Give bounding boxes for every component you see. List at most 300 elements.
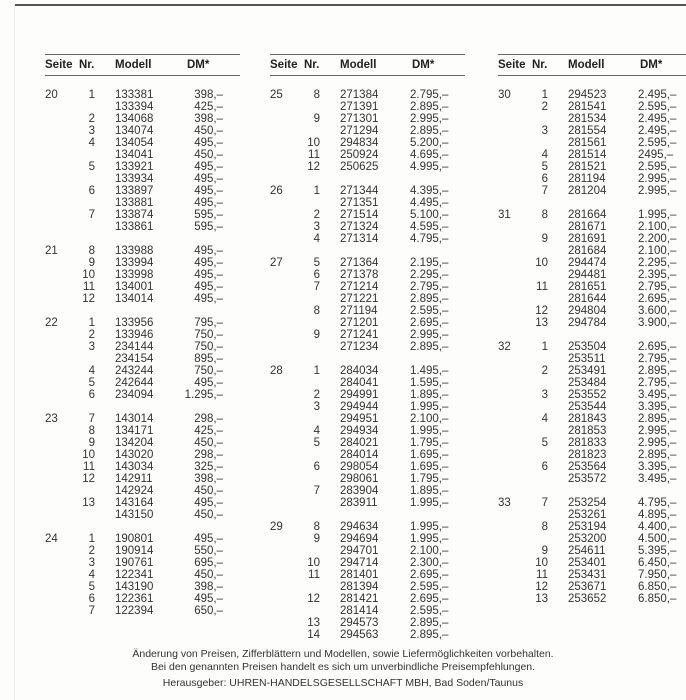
cell-nr: 12 — [82, 473, 95, 485]
cell-modell: 133881 — [115, 197, 154, 209]
table-row — [270, 113, 465, 125]
cell-nr: 6 — [88, 185, 95, 197]
cell-modell: 190914 — [115, 545, 154, 557]
cell-modell: 281833 — [568, 437, 607, 449]
cell-price: 425,– — [194, 101, 223, 113]
cell-nr: 6 — [88, 389, 95, 401]
cell-price: 2.595,– — [410, 305, 449, 317]
cell-seite: 25 — [270, 89, 283, 101]
cell-modell: 133861 — [115, 221, 154, 233]
cell-price: 495,– — [194, 197, 223, 209]
cell-modell: 253254 — [568, 497, 607, 509]
cell-price: 2495,– — [638, 149, 674, 161]
cell-modell: 134171 — [115, 425, 154, 437]
cell-seite: 21 — [45, 245, 58, 257]
cell-price: 495,– — [194, 137, 223, 149]
cell-price: 6.850,– — [638, 581, 677, 593]
table-row — [45, 461, 240, 473]
cell-seite: 24 — [45, 533, 58, 545]
cell-price: 4.395,– — [410, 185, 449, 197]
table-row — [270, 449, 465, 461]
cell-modell: 253431 — [568, 569, 607, 581]
cell-price: 1.995,– — [410, 425, 449, 437]
cell-price: 2.695,– — [638, 341, 677, 353]
cell-modell: 253552 — [568, 389, 607, 401]
cell-nr: 10 — [307, 137, 320, 149]
cell-seite: 31 — [498, 209, 511, 221]
cell-price: 2.895,– — [638, 365, 677, 377]
cell-price: 4.695,– — [410, 149, 449, 161]
table-row — [270, 341, 465, 353]
table-row — [45, 209, 240, 221]
cell-nr: 7 — [88, 605, 95, 617]
cell-modell: 294714 — [340, 557, 379, 569]
cell-nr: 4 — [88, 137, 95, 149]
table-row — [270, 317, 465, 329]
cell-price: 2.495,– — [638, 125, 677, 137]
cell-nr: 2 — [541, 365, 548, 377]
cell-price: 695,– — [194, 557, 223, 569]
cell-price: 495,– — [194, 245, 223, 257]
cell-price: 2.100,– — [410, 413, 449, 425]
cell-price: 2.395,– — [638, 269, 677, 281]
cell-price: 298,– — [194, 413, 223, 425]
table-row — [270, 413, 465, 425]
cell-price: 2.695,– — [638, 293, 677, 305]
cell-modell: 284041 — [340, 377, 379, 389]
cell-seite: 33 — [498, 497, 511, 509]
cell-price: 4.400,– — [638, 521, 677, 533]
cell-nr: 2 — [313, 389, 320, 401]
cell-modell: 281514 — [568, 149, 607, 161]
table-row — [270, 437, 465, 449]
table-row — [498, 101, 686, 113]
cell-price: 6.450,– — [638, 557, 677, 569]
cell-price: 2.200,– — [638, 233, 677, 245]
table-row — [270, 461, 465, 473]
cell-modell: 253652 — [568, 593, 607, 605]
table-row — [270, 269, 465, 281]
cell-modell: 271301 — [340, 113, 379, 125]
cell-modell: 190761 — [115, 557, 154, 569]
cell-modell: 143034 — [115, 461, 154, 473]
cell-nr: 8 — [88, 245, 95, 257]
cell-nr: 9 — [313, 533, 320, 545]
header-nr: Nr. — [304, 59, 320, 71]
cell-modell: 281194 — [568, 173, 606, 185]
cell-modell: 253194 — [568, 521, 607, 533]
cell-nr: 8 — [313, 521, 320, 533]
cell-nr: 1 — [88, 317, 95, 329]
cell-modell: 281421 — [340, 593, 379, 605]
cell-modell: 134204 — [115, 437, 154, 449]
cell-modell: 133874 — [115, 209, 154, 221]
table-row — [45, 425, 240, 437]
cell-modell: 281853 — [568, 425, 607, 437]
cell-modell: 253671 — [568, 581, 607, 593]
cell-nr: 2 — [88, 545, 95, 557]
cell-price: 4.595,– — [410, 221, 449, 233]
cell-price: 895,– — [194, 353, 223, 365]
table-row — [270, 377, 465, 389]
cell-price: 1.995,– — [410, 533, 449, 545]
table-row — [45, 173, 240, 185]
cell-modell: 133921 — [115, 161, 154, 173]
cell-modell: 143014 — [115, 413, 154, 425]
cell-price: 2.895,– — [410, 341, 449, 353]
cell-nr: 13 — [307, 617, 320, 629]
cell-modell: 281521 — [568, 161, 607, 173]
table-row — [45, 257, 240, 269]
cell-nr: 5 — [541, 437, 548, 449]
cell-price: 2.895,– — [410, 629, 449, 641]
table-row — [270, 485, 465, 497]
cell-modell: 134001 — [115, 281, 154, 293]
table-row — [45, 329, 240, 341]
cell-price: 1.595,– — [410, 377, 449, 389]
cell-nr: 4 — [541, 149, 548, 161]
table-row — [45, 341, 240, 353]
cell-modell: 281554 — [568, 125, 607, 137]
cell-modell: 284034 — [340, 365, 379, 377]
cell-nr: 3 — [313, 221, 320, 233]
table-row — [498, 389, 686, 401]
cell-price: 2.895,– — [410, 101, 449, 113]
cell-price: 1.495,– — [410, 365, 449, 377]
cell-modell: 294701 — [340, 545, 379, 557]
cell-price: 2.495,– — [638, 113, 677, 125]
table-row — [498, 557, 686, 569]
cell-price: 2.795,– — [638, 377, 677, 389]
table-row — [270, 185, 465, 197]
cell-price: 2.995,– — [638, 437, 677, 449]
cell-modell: 281394 — [340, 581, 379, 593]
cell-modell: 283911 — [340, 497, 378, 509]
table-row — [45, 497, 240, 509]
cell-modell: 271241 — [340, 329, 379, 341]
cell-modell: 253401 — [568, 557, 607, 569]
cell-nr: 13 — [82, 497, 95, 509]
cell-price: 3.395,– — [638, 401, 677, 413]
cell-modell: 281204 — [568, 185, 607, 197]
cell-modell: 294784 — [568, 317, 607, 329]
cell-nr: 7 — [313, 485, 320, 497]
cell-price: 495,– — [194, 281, 223, 293]
cell-price: 398,– — [194, 113, 223, 125]
page-edge — [14, 4, 15, 700]
cell-nr: 10 — [535, 257, 548, 269]
cell-modell: 294834 — [340, 137, 379, 149]
cell-nr: 5 — [313, 437, 320, 449]
cell-price: 1.695,– — [410, 449, 449, 461]
cell-modell: 143190 — [115, 581, 154, 593]
cell-price: 1.895,– — [410, 485, 449, 497]
cell-price: 2.100,– — [410, 545, 449, 557]
header-modell: Modell — [115, 59, 152, 71]
table-row — [45, 89, 240, 101]
table-row — [498, 221, 686, 233]
table-row — [498, 173, 686, 185]
table-row — [270, 497, 465, 509]
table-row — [270, 281, 465, 293]
cell-price: 495,– — [194, 185, 223, 197]
cell-nr: 3 — [313, 401, 320, 413]
table-row — [45, 221, 240, 233]
cell-modell: 271378 — [340, 269, 379, 281]
column-header — [270, 54, 465, 76]
table-row — [270, 521, 465, 533]
table-row — [498, 185, 686, 197]
cell-nr: 9 — [88, 257, 95, 269]
cell-modell: 122341 — [115, 569, 154, 581]
cell-price: 450,– — [194, 149, 223, 161]
cell-nr: 9 — [541, 545, 548, 557]
table-row — [45, 125, 240, 137]
cell-nr: 2 — [88, 329, 95, 341]
cell-modell: 133998 — [115, 269, 154, 281]
table-row — [498, 449, 686, 461]
cell-price: 2.895,– — [410, 617, 449, 629]
header-seite: Seite — [45, 59, 73, 71]
cell-modell: 294944 — [340, 401, 379, 413]
cell-price: 2.595,– — [410, 581, 449, 593]
cell-modell: 190801 — [115, 533, 154, 545]
cell-price: 450,– — [194, 437, 223, 449]
cell-price: 2.995,– — [638, 425, 677, 437]
cell-modell: 281534 — [568, 113, 607, 125]
cell-price: 2.795,– — [638, 353, 677, 365]
table-row — [45, 197, 240, 209]
cell-price: 2.695,– — [410, 593, 449, 605]
price-column-1 — [45, 54, 240, 617]
table-row — [498, 545, 686, 557]
cell-price: 2.595,– — [638, 101, 677, 113]
cell-seite: 29 — [270, 521, 283, 533]
cell-nr: 12 — [307, 161, 320, 173]
cell-modell: 271194 — [340, 305, 378, 317]
cell-price: 2.595,– — [638, 161, 677, 173]
cell-modell: 281823 — [568, 449, 607, 461]
cell-nr: 8 — [541, 521, 548, 533]
header-dm: DM* — [412, 59, 435, 71]
cell-price: 495,– — [194, 593, 223, 605]
cell-modell: 143164 — [115, 497, 154, 509]
table-row — [498, 593, 686, 605]
cell-modell: 134068 — [115, 113, 154, 125]
cell-modell: 133381 — [115, 89, 154, 101]
table-row — [498, 509, 686, 521]
cell-modell: 133994 — [115, 257, 154, 269]
cell-nr: 7 — [541, 185, 548, 197]
cell-modell: 281401 — [340, 569, 379, 581]
cell-nr: 12 — [535, 581, 548, 593]
cell-nr: 1 — [541, 341, 548, 353]
cell-price: 3.495,– — [638, 473, 677, 485]
cell-price: 5.100,– — [410, 209, 449, 221]
cell-nr: 5 — [541, 161, 548, 173]
cell-modell: 133394 — [115, 101, 154, 113]
cell-price: 2.300,– — [410, 557, 449, 569]
cell-nr: 1 — [88, 533, 95, 545]
cell-nr: 9 — [313, 329, 320, 341]
cell-price: 3.395,– — [638, 461, 677, 473]
cell-price: 595,– — [194, 209, 223, 221]
cell-nr: 6 — [541, 461, 548, 473]
cell-seite: 22 — [45, 317, 58, 329]
cell-nr: 7 — [88, 209, 95, 221]
cell-nr: 11 — [308, 569, 320, 581]
cell-nr: 10 — [307, 557, 320, 569]
cell-modell: 254611 — [568, 545, 606, 557]
cell-nr: 13 — [535, 593, 548, 605]
cell-modell: 294804 — [568, 305, 607, 317]
cell-price: 1.995,– — [638, 209, 677, 221]
cell-modell: 253544 — [568, 401, 607, 413]
cell-nr: 4 — [541, 413, 548, 425]
cell-price: 2.895,– — [410, 125, 449, 137]
cell-nr: 2 — [541, 101, 548, 113]
table-row — [498, 269, 686, 281]
table-row — [498, 341, 686, 353]
cell-modell: 281644 — [568, 293, 607, 305]
cell-modell: 281414 — [340, 605, 379, 617]
table-row — [45, 161, 240, 173]
table-row — [270, 425, 465, 437]
cell-modell: 253504 — [568, 341, 607, 353]
cell-price: 2.495,– — [638, 89, 677, 101]
table-row — [270, 209, 465, 221]
table-row — [498, 293, 686, 305]
cell-modell: 281684 — [568, 245, 607, 257]
header-modell: Modell — [568, 59, 605, 71]
cell-nr: 4 — [313, 425, 320, 437]
cell-modell: 271201 — [340, 317, 379, 329]
cell-nr: 12 — [307, 593, 320, 605]
table-row — [45, 581, 240, 593]
cell-nr: 9 — [313, 113, 320, 125]
table-row — [498, 581, 686, 593]
cell-price: 2.595,– — [410, 605, 449, 617]
cell-price: 4.895,– — [638, 509, 677, 521]
cell-modell: 281561 — [568, 137, 607, 149]
table-row — [270, 533, 465, 545]
cell-price: 495,– — [194, 257, 223, 269]
cell-modell: 294474 — [568, 257, 607, 269]
table-row — [45, 557, 240, 569]
cell-price: 450,– — [194, 569, 223, 581]
cell-nr: 1 — [313, 365, 320, 377]
cell-modell: 294523 — [568, 89, 607, 101]
table-row — [45, 593, 240, 605]
table-row — [45, 317, 240, 329]
cell-seite: 23 — [45, 413, 58, 425]
cell-nr: 5 — [88, 377, 95, 389]
cell-price: 495,– — [194, 533, 223, 545]
table-row — [270, 593, 465, 605]
table-row — [45, 149, 240, 161]
cell-price: 2.995,– — [410, 329, 449, 341]
cell-price: 7.950,– — [638, 569, 677, 581]
cell-nr: 5 — [88, 581, 95, 593]
header-seite: Seite — [498, 59, 526, 71]
cell-nr: 3 — [88, 557, 95, 569]
table-row — [498, 425, 686, 437]
cell-modell: 234154 — [115, 353, 154, 365]
cell-seite: 27 — [270, 257, 283, 269]
cell-price: 1.295,– — [184, 389, 223, 401]
cell-nr: 10 — [535, 557, 548, 569]
cell-modell: 294951 — [340, 413, 379, 425]
cell-modell: 253572 — [568, 473, 607, 485]
table-row — [270, 545, 465, 557]
table-row — [498, 149, 686, 161]
cell-nr: 8 — [313, 89, 320, 101]
cell-price: 550,– — [194, 545, 223, 557]
cell-modell: 298054 — [340, 461, 379, 473]
cell-price: 2.895,– — [410, 293, 449, 305]
table-row — [270, 305, 465, 317]
cell-modell: 134041 — [115, 149, 154, 161]
cell-modell: 281843 — [568, 413, 607, 425]
cell-price: 2.695,– — [410, 317, 449, 329]
table-row — [270, 137, 465, 149]
cell-modell: 294634 — [340, 521, 379, 533]
cell-price: 398,– — [194, 473, 223, 485]
table-row — [498, 377, 686, 389]
cell-modell: 271391 — [340, 101, 379, 113]
cell-modell: 253491 — [568, 365, 607, 377]
cell-nr: 13 — [535, 317, 548, 329]
cell-nr: 4 — [313, 233, 320, 245]
cell-price: 4.495,– — [410, 197, 449, 209]
cell-nr: 8 — [313, 305, 320, 317]
table-row — [45, 245, 240, 257]
cell-price: 325,– — [194, 461, 223, 473]
table-row — [270, 389, 465, 401]
cell-nr: 12 — [82, 293, 95, 305]
cell-modell: 133946 — [115, 329, 154, 341]
cell-price: 298,– — [194, 449, 223, 461]
table-row — [498, 413, 686, 425]
table-body — [270, 89, 465, 641]
cell-price: 2.195,– — [410, 257, 449, 269]
table-row — [498, 281, 686, 293]
table-row — [498, 209, 686, 221]
table-row — [45, 377, 240, 389]
cell-price: 495,– — [194, 497, 223, 509]
table-row — [45, 509, 240, 521]
table-row — [270, 329, 465, 341]
cell-modell: 122394 — [115, 605, 154, 617]
cell-nr: 2 — [313, 209, 320, 221]
cell-modell: 143020 — [115, 449, 154, 461]
cell-price: 2.995,– — [638, 173, 677, 185]
cell-nr: 7 — [313, 281, 320, 293]
table-row — [45, 293, 240, 305]
table-row — [270, 197, 465, 209]
table-row — [45, 545, 240, 557]
cell-nr: 11 — [83, 281, 95, 293]
table-row — [270, 605, 465, 617]
cell-modell: 271364 — [340, 257, 379, 269]
cell-modell: 234144 — [115, 341, 154, 353]
header-dm: DM* — [640, 59, 663, 71]
table-row — [498, 89, 686, 101]
cell-price: 425,– — [194, 425, 223, 437]
cell-modell: 134074 — [115, 125, 154, 137]
cell-modell: 142924 — [115, 485, 154, 497]
cell-price: 450,– — [194, 485, 223, 497]
